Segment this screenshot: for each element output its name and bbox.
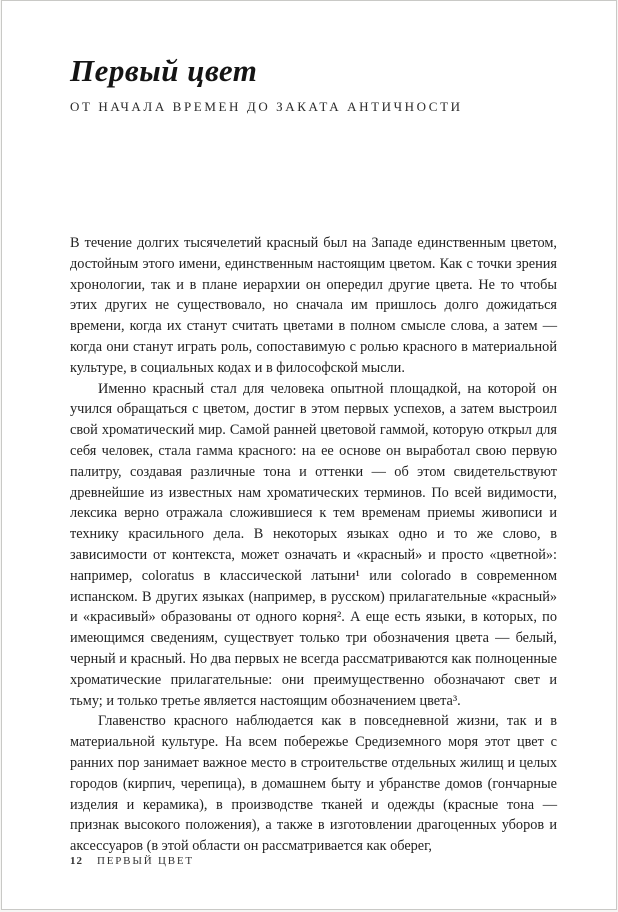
chapter-subtitle: ОТ НАЧАЛА ВРЕМЕН ДО ЗАКАТА АНТИЧНОСТИ: [70, 99, 463, 114]
chapter-header: [2, 1, 616, 115]
body-text: [70, 233, 557, 857]
book-page: [1, 0, 617, 910]
chapter-title: Первый цвет: [70, 53, 258, 88]
paragraph-3: Главенство красного наблюдается как в повседневной жизни, так и в материальной культуре. На всем побережье Средиземного моря этот цвет с ранних пор занимает важное место в строительстве отдельных жилищ и целых городов (кирпич, черепица), в домашнем быту и убранстве домов (гончарные изделия и керамика), в производстве тканей и одежды (красные тона — признак высокого положения), а также в изготовлении драгоценных уборов и аксессуаров (в этой области он рассматривается как оберег,: [70, 713, 557, 855]
page-footer: [70, 855, 194, 867]
page-number: 12: [70, 855, 83, 867]
paragraph-2: Именно красный стал для человека опытной площадкой, на которой он учился обращаться с цветом, достиг в этом первых успехов, а затем выстроил свой хроматический мир. Самой ранней цветовой гаммой, которую открыл для себя человек, стала гамма красного: на ее основе он выработал свою первую палитру, создавая различные тона и оттенки — об этом свидетельствуют древнейшие из известных нам хроматических терминов. По всей видимости, лексика верно отражала сложившиеся к тем временам приемы живописи и технику красильного дела. В некоторых языках одно и то же слово, в зависимости от контекста, может означать и «красный» и просто «цветной»: например, coloratus в классической латыни¹ или colorado в современном испанском. В других языках (например, в русском) прилагательные «красный» и «красивый» образованы от одного корня². А еще есть языки, в которых, по имеющимся сведениям, существует только три обозначения цвета — белый, черный и красный. Но два первых не всегда рассматриваются как полноценные хроматические прилагательные: они преимущественно обозначают свет и тьму; и только третье является настоящим обозначением цвета³.: [70, 380, 557, 709]
paragraph-1: В течение долгих тысячелетий красный был на Западе единственным цветом, достойным этого имени, единственным настоящим цветом. Как с точки зрения хронологии, так и в плане иерархии он опередил другие цвета. Не то чтобы этих других не существовало, но сначала им пришлось долго дожидаться времени, когда их станут считать цветами в полном смысле слова, а затем — когда они станут играть роль, сопоставимую с ролью красного в материальной культуре, в социальных кодах и в философской мысли.: [70, 235, 557, 376]
running-title: ПЕРВЫЙ ЦВЕТ: [97, 855, 194, 867]
